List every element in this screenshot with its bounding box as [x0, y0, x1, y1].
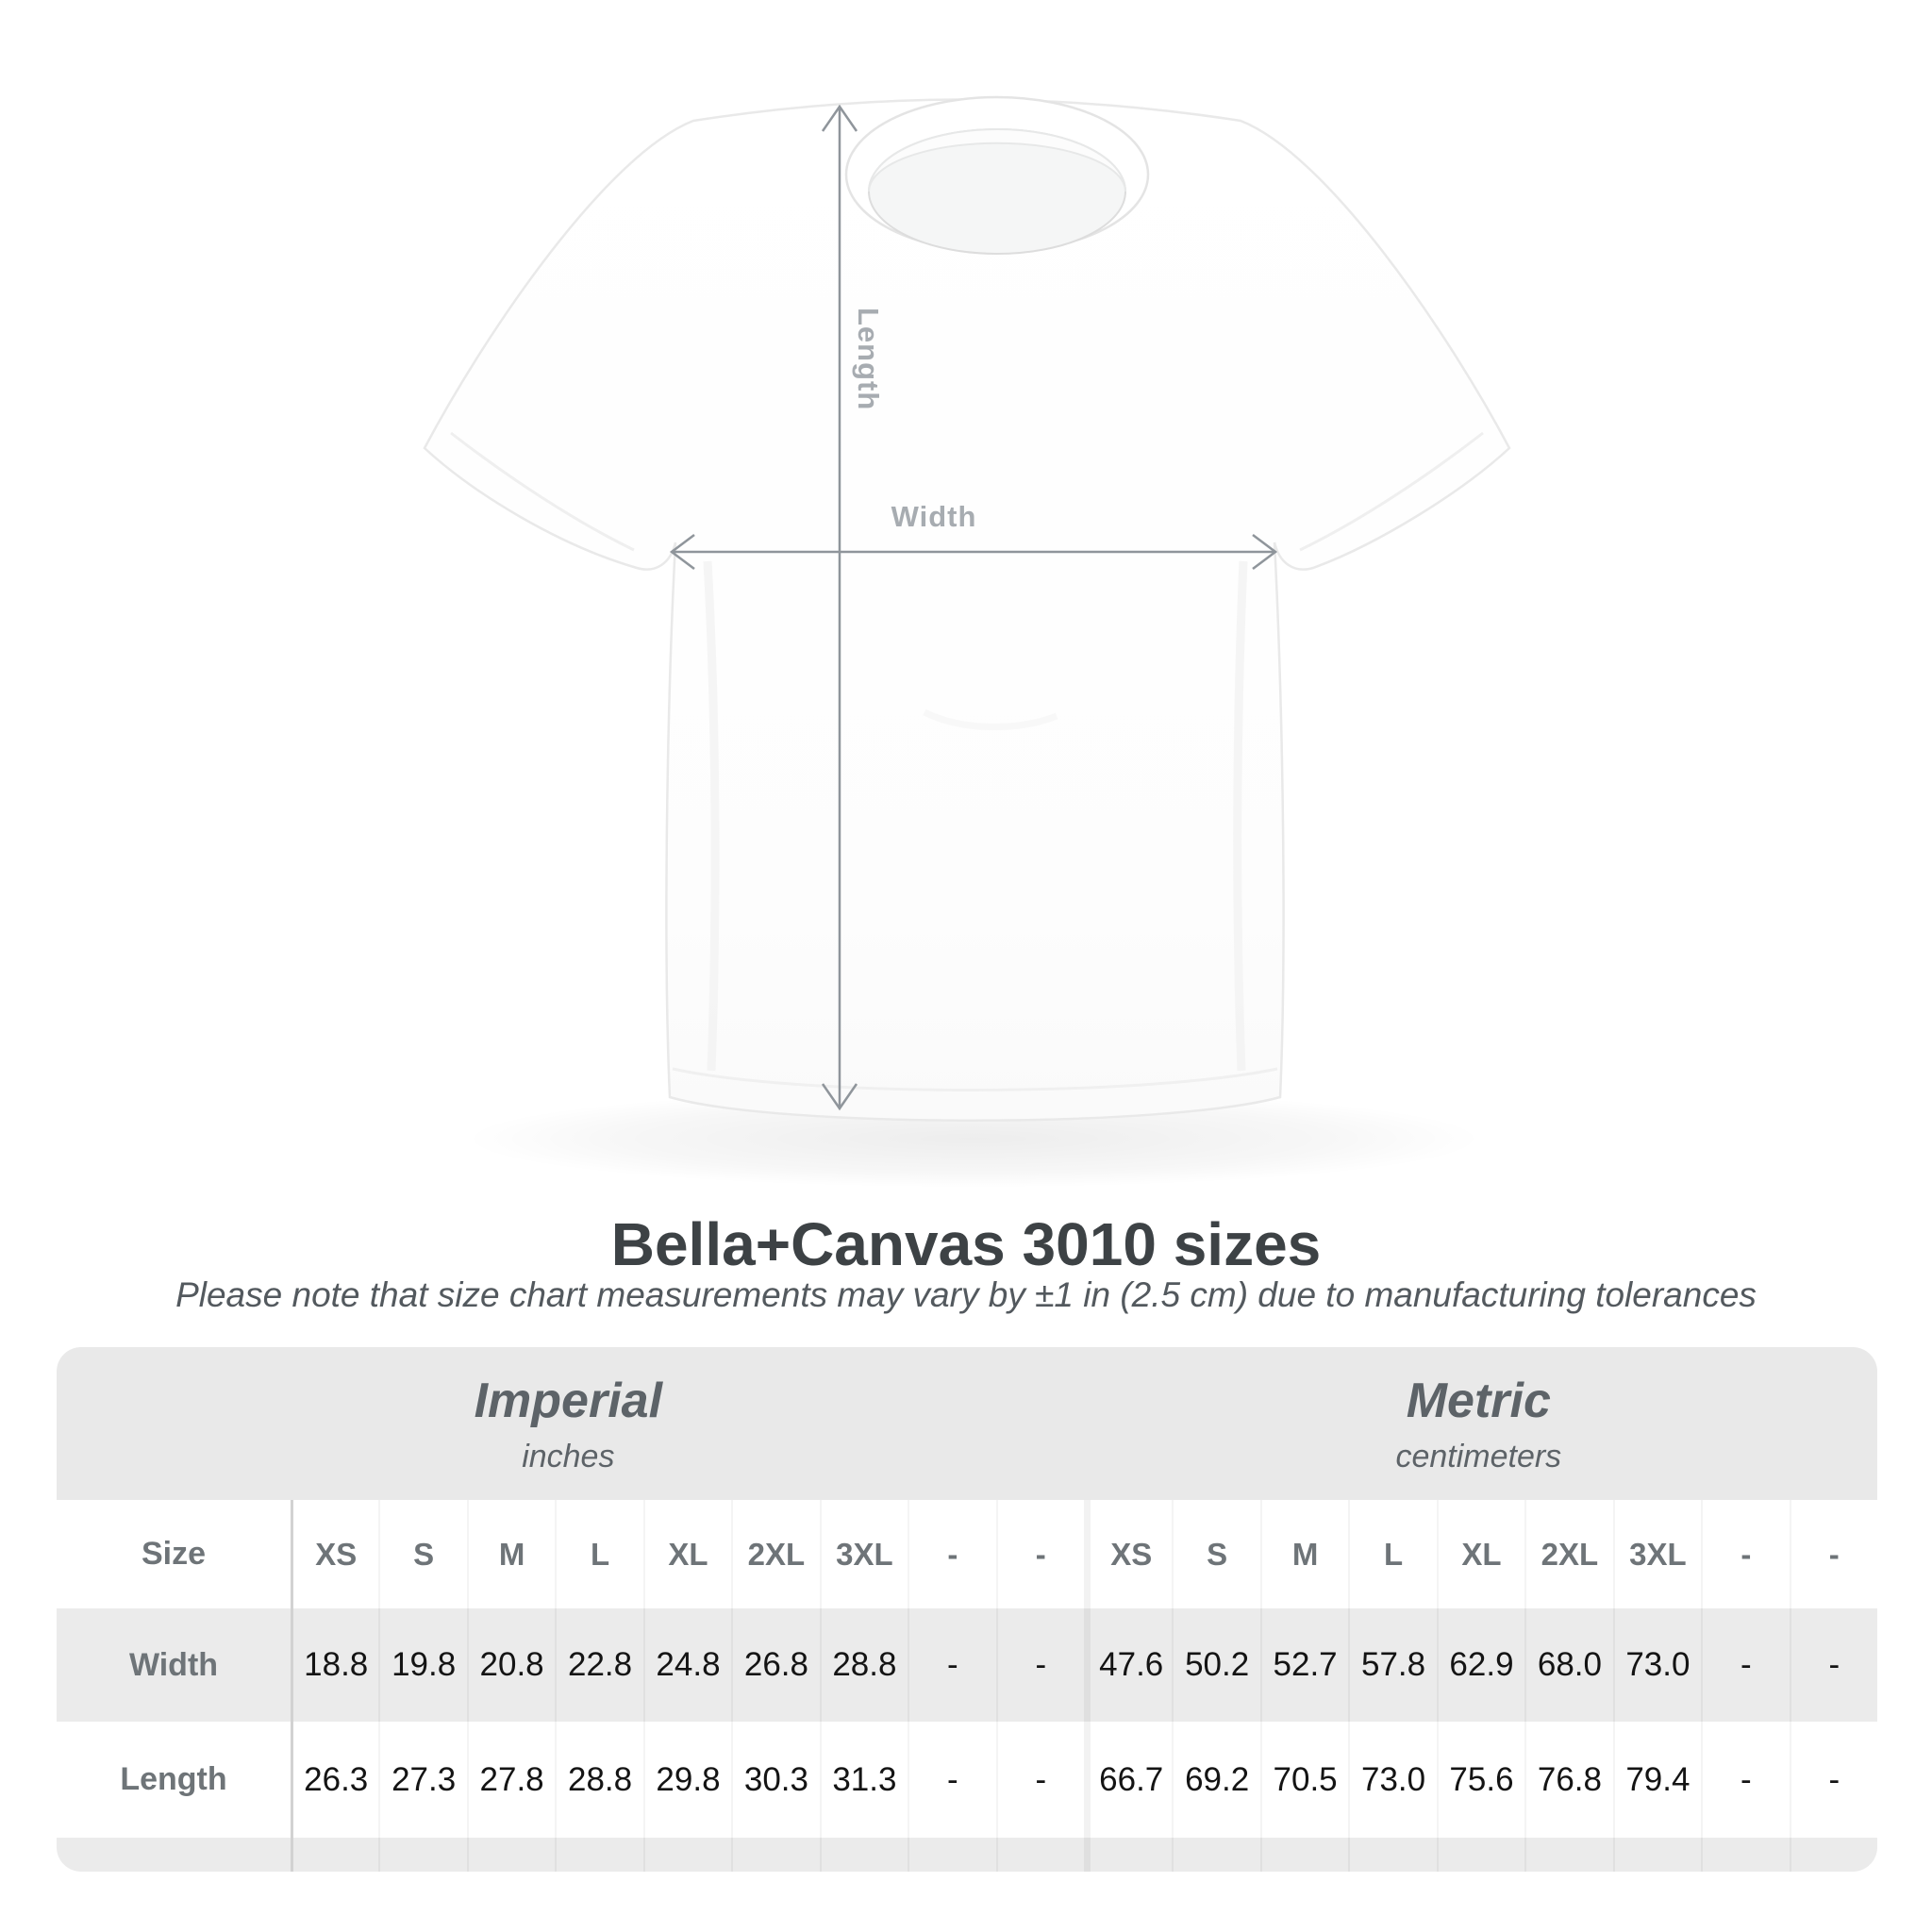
value-cell: 57.8 — [1348, 1608, 1436, 1722]
value-cell: 27.8 — [467, 1722, 555, 1838]
column-header-cell: XS — [1084, 1500, 1172, 1608]
value-cell: 76.8 — [1524, 1722, 1612, 1838]
value-cell: 52.7 — [1260, 1608, 1348, 1722]
value-cell: 73.0 — [1613, 1608, 1701, 1722]
value-cell: 69.2 — [1172, 1722, 1259, 1838]
imperial-section-name: Imperial — [474, 1373, 663, 1428]
size-table — [57, 1347, 1877, 1872]
column-header-cell: - — [1790, 1500, 1877, 1608]
table-section-header — [57, 1347, 1877, 1500]
value-cell: 68.0 — [1524, 1608, 1612, 1722]
value-cell: 31.3 — [820, 1722, 908, 1838]
value-cell: 24.8 — [643, 1608, 731, 1722]
value-cell: - — [1790, 1608, 1877, 1722]
column-header-cell: XS — [291, 1500, 378, 1608]
value-cell: 29.8 — [643, 1722, 731, 1838]
value-cell: 30.3 — [731, 1722, 819, 1838]
value-cell: 75.6 — [1437, 1722, 1524, 1838]
value-cell: 19.8 — [378, 1608, 466, 1722]
value-cell: 27.3 — [378, 1722, 466, 1838]
value-cell: 50.2 — [1172, 1608, 1259, 1722]
row-label: Width — [128, 1646, 219, 1683]
column-header-cell: L — [555, 1500, 642, 1608]
value-cell: 28.8 — [820, 1608, 908, 1722]
column-header-cell: XL — [1437, 1500, 1524, 1608]
column-header-cell: - — [1701, 1500, 1789, 1608]
column-header-cell: S — [378, 1500, 466, 1608]
size-chart-title: Bella+Canvas 3010 sizes — [610, 1210, 1322, 1278]
column-header-cell: - — [908, 1500, 995, 1608]
imperial-section-header — [57, 1347, 1080, 1500]
value-cell: 62.9 — [1437, 1608, 1524, 1722]
tshirt-illustration — [396, 52, 1538, 1193]
value-cell: 70.5 — [1260, 1722, 1348, 1838]
table-row-size — [57, 1500, 1877, 1608]
value-cell: - — [908, 1608, 995, 1722]
value-cell: 18.8 — [291, 1608, 378, 1722]
value-cell: 79.4 — [1613, 1722, 1701, 1838]
metric-section-header — [1080, 1347, 1877, 1500]
column-header-cell: - — [996, 1500, 1084, 1608]
column-header-cell: 3XL — [820, 1500, 908, 1608]
value-cell: 26.3 — [291, 1722, 378, 1838]
length-dimension-label: Length — [852, 308, 885, 411]
metric-section-name: Metric — [1406, 1373, 1551, 1428]
value-cell: - — [996, 1722, 1084, 1838]
table-row-length — [57, 1722, 1877, 1838]
table-row-tail — [57, 1838, 1877, 1872]
column-header-cell: S — [1172, 1500, 1259, 1608]
value-cell: 47.6 — [1084, 1608, 1172, 1722]
width-dimension-label: Width — [891, 500, 977, 533]
shirt-collar — [846, 97, 1148, 254]
size-chart-subtitle: Please note that size chart measurements may vary by ±1 in (2.5 cm) due to manufacturing tolerances — [175, 1275, 1757, 1314]
tshirt-figure — [396, 52, 1538, 1193]
column-header-cell: M — [1260, 1500, 1348, 1608]
value-cell: 22.8 — [555, 1608, 642, 1722]
value-cell: - — [908, 1722, 995, 1838]
value-cell: 28.8 — [555, 1722, 642, 1838]
value-cell: 26.8 — [731, 1608, 819, 1722]
imperial-section-unit: inches — [522, 1438, 615, 1474]
column-header-cell: M — [467, 1500, 555, 1608]
value-cell: 66.7 — [1084, 1722, 1172, 1838]
value-cell: - — [1701, 1722, 1789, 1838]
column-header-cell: L — [1348, 1500, 1436, 1608]
value-cell: - — [1701, 1608, 1789, 1722]
value-cell: 20.8 — [467, 1608, 555, 1722]
column-header-cell: 3XL — [1613, 1500, 1701, 1608]
metric-section-unit: centimeters — [1395, 1438, 1562, 1474]
column-header-cell: XL — [643, 1500, 731, 1608]
table-row-width — [57, 1608, 1877, 1722]
value-cell: - — [996, 1608, 1084, 1722]
value-cell: - — [1790, 1722, 1877, 1838]
value-cell: 73.0 — [1348, 1722, 1436, 1838]
row-label: Size — [141, 1536, 207, 1572]
column-header-cell: 2XL — [731, 1500, 819, 1608]
column-header-cell: 2XL — [1524, 1500, 1612, 1608]
row-label: Length — [120, 1761, 227, 1797]
